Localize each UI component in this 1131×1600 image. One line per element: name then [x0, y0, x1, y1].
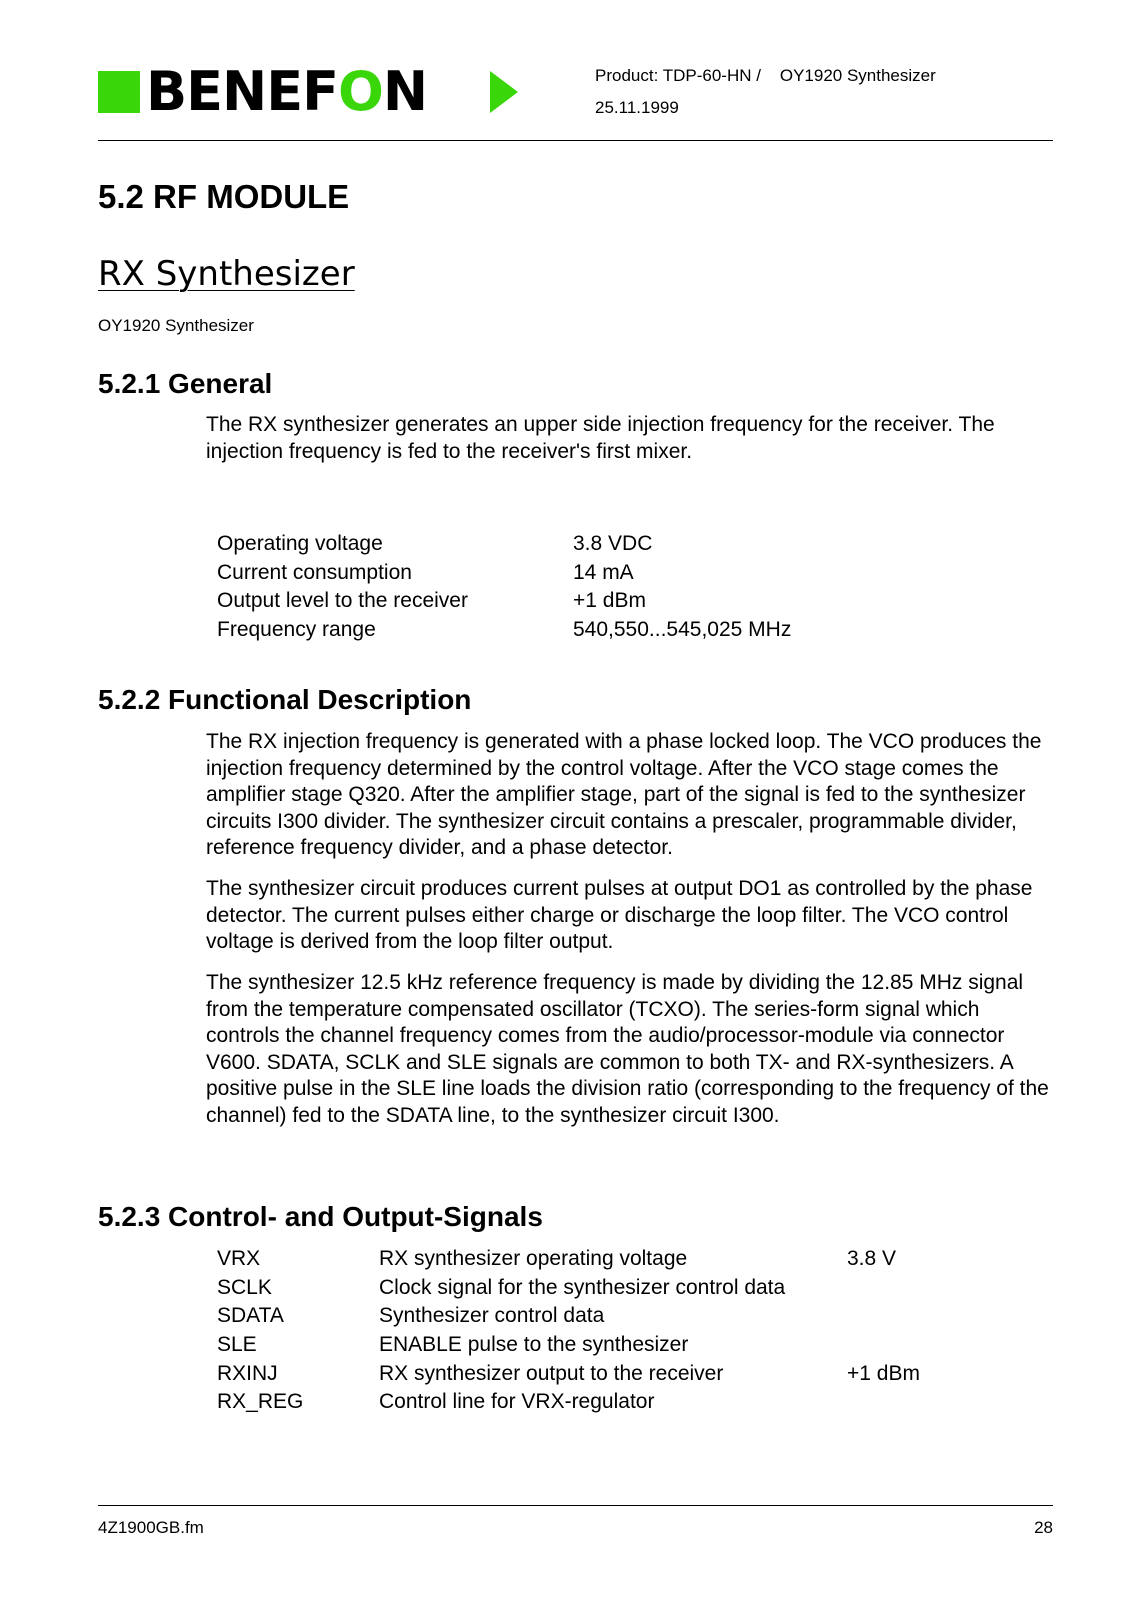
signal-name: SLE: [217, 1333, 257, 1357]
general-text: The RX synthesizer generates an upper side injection frequency for the receiver. The injection frequency is fed to the receiver's first mixer.: [206, 413, 995, 463]
signal-description: ENABLE pulse to the synthesizer: [379, 1333, 689, 1357]
heading-general: 5.2.1 General: [98, 368, 273, 399]
spec-value: +1 dBm: [573, 589, 646, 612]
header-product: Product: TDP-60-HN / OY1920 Synthesizer: [595, 66, 936, 85]
functional-paragraph-2: The synthesizer circuit produces current pulses at output DO1 as controlled by the phase detector. The current pulses either charge or discharge the loop filter. The VCO control voltage is derived from the loop filter output.: [206, 877, 1033, 953]
logo-square: [98, 71, 140, 113]
functional-paragraph-3: The synthesizer 12.5 kHz reference frequency is made by dividing the 12.85 MHz signal from the temperature compensated oscillator (TCXO). The series-form signal which controls the channel frequency comes from the audio/processor-module via connector V600. SDATA, SCLK and SLE signals are common to both TX- and RX-synthesizers. A positive pulse in the SLE line loads the division ratio (corresponding to the frequency of the channel) fed to the SDATA line, to the synthesizer circuit I300.: [206, 971, 1049, 1127]
signal-name: RX_REG: [217, 1390, 304, 1414]
signal-description: RX synthesizer operating voltage: [379, 1247, 688, 1270]
signal-description: Clock signal for the synthesizer control data: [379, 1275, 786, 1299]
signal-description: RX synthesizer output to the receiver: [379, 1361, 724, 1385]
heading-functional: 5.2.2 Functional Description: [98, 684, 472, 715]
spec-value: 14 mA: [573, 560, 634, 584]
benefon-logo: [98, 60, 518, 123]
signal-name: VRX: [217, 1247, 261, 1270]
logo-wordmark: BENEFON: [146, 60, 428, 123]
signal-name: SDATA: [217, 1304, 284, 1328]
spec-label: Output level to the receiver: [217, 589, 468, 612]
spec-label: Operating voltage: [217, 532, 383, 555]
header-date: 25.11.1999: [595, 98, 679, 117]
spec-value: 3.8 VDC: [573, 532, 653, 555]
signal-description: Control line for VRX-regulator: [379, 1390, 655, 1414]
spec-label: Frequency range: [217, 617, 376, 641]
signal-value: +1 dBm: [847, 1361, 920, 1385]
subtitle-caption: OY1920 Synthesizer: [98, 316, 254, 335]
page-number: 28: [1034, 1518, 1053, 1537]
footer-divider: [98, 1505, 1053, 1506]
footer-filename: 4Z1900GB.fm: [98, 1518, 204, 1537]
section-title: 5.2 RF MODULE: [98, 178, 350, 215]
signal-value: 3.8 V: [847, 1247, 897, 1270]
heading-signals: 5.2.3 Control- and Output-Signals: [98, 1201, 543, 1232]
signal-description: Synthesizer control data: [379, 1304, 605, 1328]
spec-value: 540,550...545,025 MHz: [573, 617, 792, 641]
signal-name: RXINJ: [217, 1361, 278, 1385]
page-subtitle: RX Synthesizer: [98, 254, 355, 294]
logo-arrow-icon: [490, 71, 518, 113]
spec-label: Current consumption: [217, 560, 412, 584]
functional-paragraph-1: The RX injection frequency is generated with a phase locked loop. The VCO produces the injection frequency determined by the control voltage. After the VCO stage comes the amplifier stage Q320. After the amplifier stage, part of the signal is fed to the synthesizer circuits I300 divider. The synthesizer circuit contains a prescaler, programmable divider, reference frequency divider, and a phase detector.: [206, 730, 1042, 859]
header-divider: [98, 140, 1053, 141]
signal-name: SCLK: [217, 1275, 272, 1299]
